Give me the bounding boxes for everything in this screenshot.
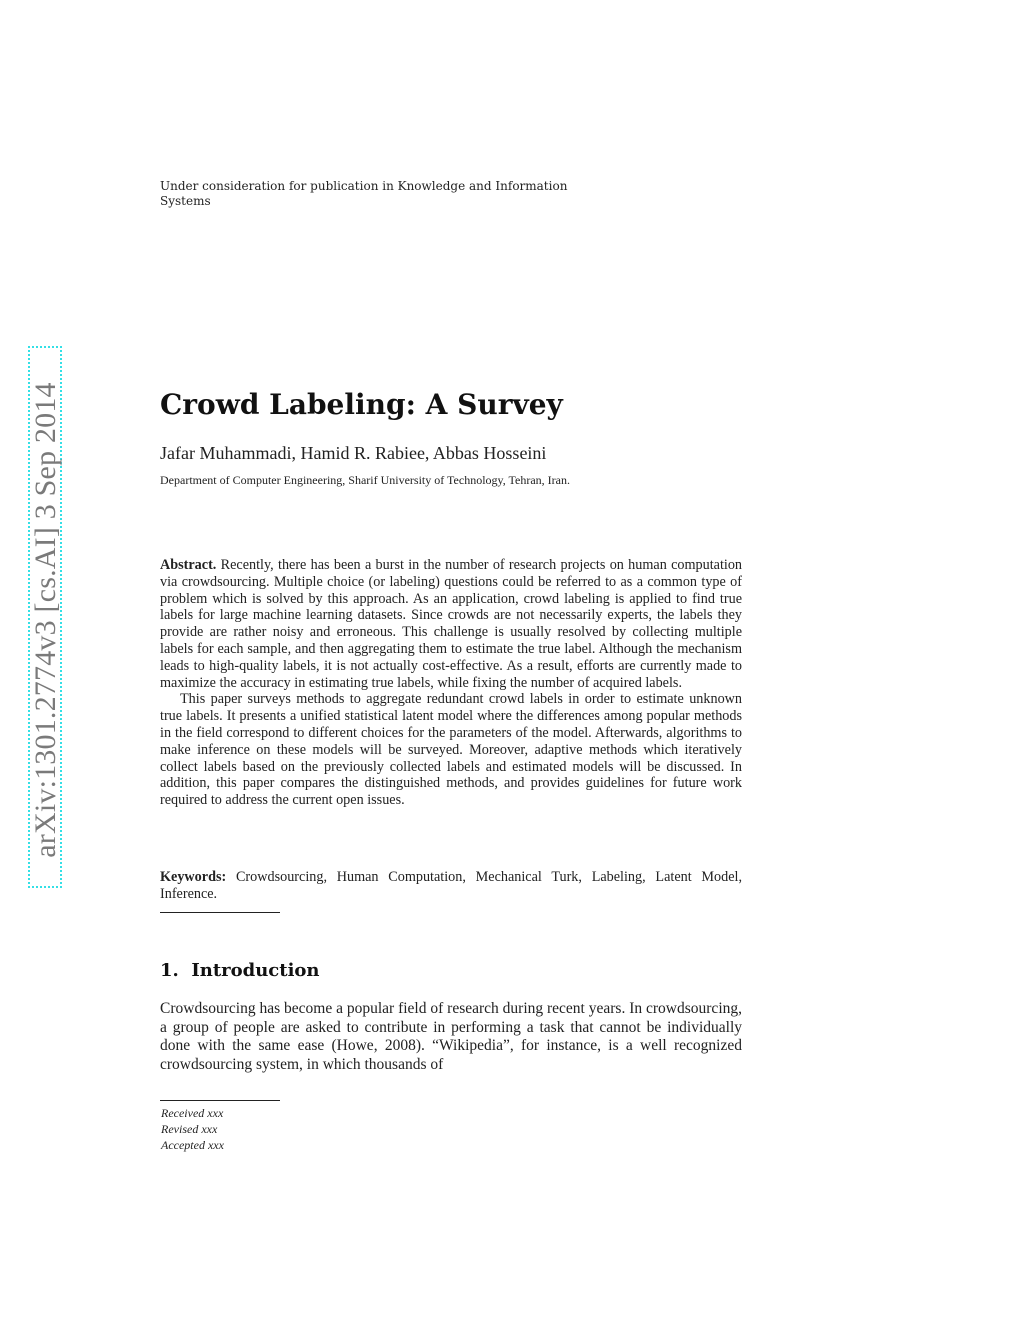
arxiv-stamp — [28, 346, 62, 888]
arxiv-identifier: arXiv:1301.2774v3 [cs.AI] 3 Sep 2014 — [29, 382, 62, 858]
accepted-date: Accepted xxx — [161, 1138, 224, 1152]
abstract — [160, 557, 742, 809]
abstract-paragraph-1 — [160, 557, 742, 691]
section-heading-introduction: 1. Introduction — [160, 960, 320, 981]
keywords-text: Crowdsourcing, Human Computation, Mechanical Turk, Labeling, Latent Model, Inference. — [160, 869, 743, 902]
publication-note: Under consideration for publication in Knowledge and Information Systems — [160, 179, 568, 208]
affiliation: Department of Computer Engineering, Sharif University of Technology, Tehran, Iran. — [160, 473, 570, 487]
abstract-paragraph-2: This paper surveys methods to aggregate redundant crowd labels in order to estimate unknown true labels. It presents a unified statistical latent model where the differences among popular methods in the field correspond to different choices for the parameters of the model. Afterwards, algorithms to make inference on these models will be surveyed. Moreover, adaptive methods which iteratively collect labels based on the previously collected labels and estimated models will be discussed. In addition, this paper compares the distinguished methods, and provides guidelines for future work required to address the current open issues. — [160, 691, 742, 809]
abstract-label: Abstract. — [160, 557, 217, 573]
submission-history — [161, 1105, 224, 1153]
revised-date: Revised xxx — [161, 1122, 218, 1136]
keywords — [160, 869, 742, 903]
paper-title: Crowd Labeling: A Survey — [160, 388, 563, 421]
keywords-label: Keywords: — [160, 869, 227, 885]
author-list: Jafar Muhammadi, Hamid R. Rabiee, Abbas Hosseini — [160, 443, 547, 463]
abstract-text-1: Recently, there has been a burst in the number of research projects on human computation via crowdsourcing. Multiple choice (or labeling) questions could be referred to as a common type of problem which is solved by this approach. As an application, crowd labeling is applied to find true labels for large machine learning datasets. Since crowds are not necessarily experts, the labels they provide are rather noisy and erroneous. This challenge is usually resolved by collecting multiple labels for each sample, and then aggregating them to estimate the true label. Although the mechanism leads to high-quality labels, it is not actually cost-effective. As a result, efforts are currently made to maximize the accuracy in estimating true labels, while fixing the number of acquired labels. — [160, 557, 743, 691]
received-date: Received xxx — [161, 1106, 224, 1120]
introduction-paragraph: Crowdsourcing has become a popular field of research during recent years. In crowdsourcing, a group of people are asked to contribute in performing a task that cannot be individually done with the same ease (Howe, 2008). “Wikipedia”, for instance, is a well recognized crowdsourcing system, in which thousands of — [160, 1000, 742, 1073]
keywords-divider — [160, 912, 280, 913]
introduction-body — [160, 1000, 742, 1074]
footnote-divider — [160, 1100, 280, 1101]
